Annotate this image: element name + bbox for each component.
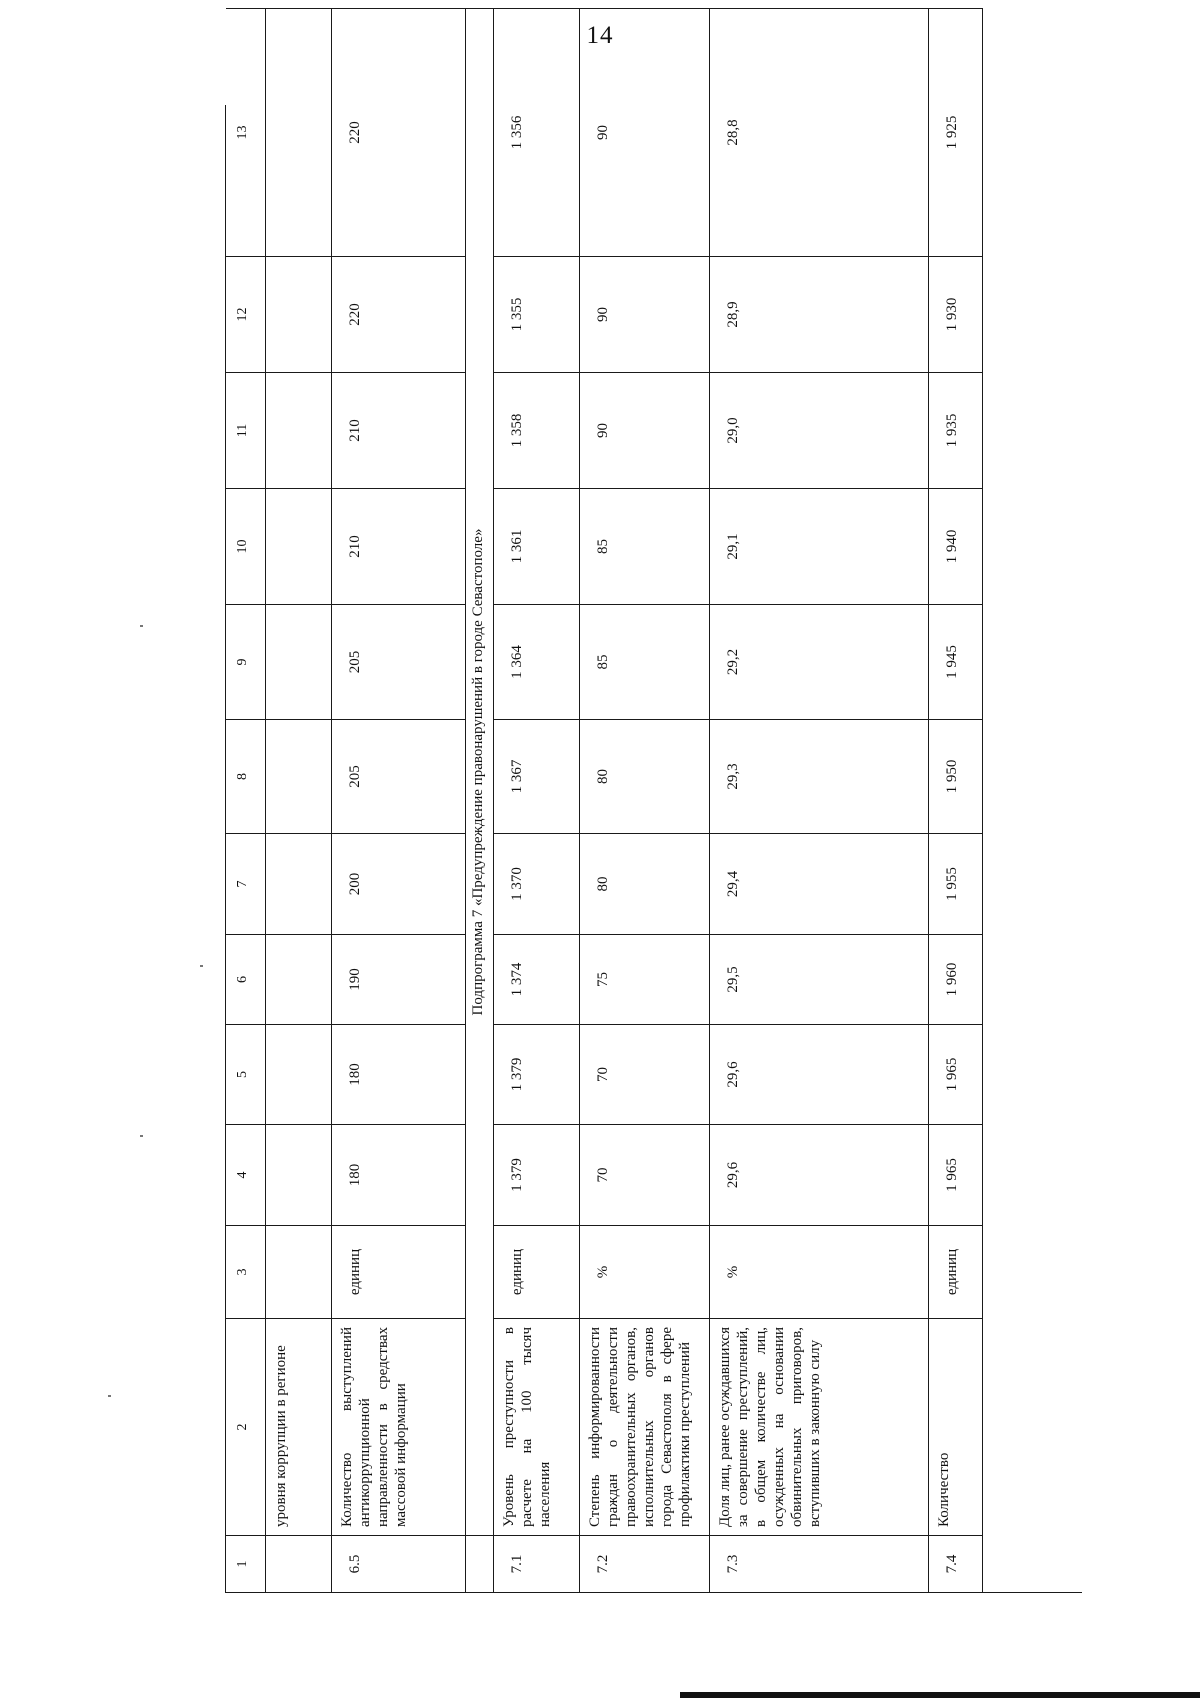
indicator-name-cell: Степень информированности граждан о деятельности правоохранительных органов, исполнительных органов города Севастополя в сфере профилактики преступлений (580, 1318, 710, 1535)
header-cell: 10 (226, 488, 266, 604)
value-cell: 1 374 (494, 934, 580, 1024)
value-cell (266, 372, 332, 488)
value-cell (266, 934, 332, 1024)
header-cell: 12 (226, 256, 266, 372)
value-cell: 29,5 (710, 934, 929, 1024)
header-cell: 3 (226, 1225, 266, 1318)
value-cell: 1 356 (494, 8, 580, 256)
value-cell: 29,1 (710, 488, 929, 604)
value-cell: 220 (332, 256, 466, 372)
value-cell (266, 1124, 332, 1225)
value-cell: 1 355 (494, 256, 580, 372)
value-cell: 70 (580, 1124, 710, 1225)
row-index-cell (266, 1535, 332, 1592)
value-cell: 28,9 (710, 256, 929, 372)
page-number: 14 (586, 22, 614, 49)
value-cell: 1 364 (494, 604, 580, 719)
header-cell: 8 (226, 719, 266, 833)
value-cell: 29,0 (710, 372, 929, 488)
row-index-cell: 7.1 (494, 1535, 580, 1592)
header-cell: 7 (226, 833, 266, 934)
value-cell: 29,4 (710, 833, 929, 934)
indicator-name-cell: уровня коррупции в регионе (266, 1318, 332, 1535)
value-cell: 29,6 (710, 1124, 929, 1225)
header-cell: 2 (226, 1318, 266, 1535)
scan-edge-bar (680, 1692, 1200, 1698)
value-cell: 28,8 (710, 8, 929, 256)
value-cell: 1 955 (929, 833, 983, 934)
value-cell: 1 930 (929, 256, 983, 372)
value-cell: 1 379 (494, 1024, 580, 1124)
value-cell: 1 965 (929, 1024, 983, 1124)
row-index-cell: 7.2 (580, 1535, 710, 1592)
value-cell: 90 (580, 372, 710, 488)
header-cell: 11 (226, 372, 266, 488)
value-cell: 1 358 (494, 372, 580, 488)
value-cell: 29,3 (710, 719, 929, 833)
value-cell (266, 1024, 332, 1124)
value-cell: 85 (580, 488, 710, 604)
value-cell: 1 361 (494, 488, 580, 604)
value-cell: 80 (580, 719, 710, 833)
unit-cell: % (580, 1225, 710, 1318)
header-cell: 6 (226, 934, 266, 1024)
unit-cell (266, 1225, 332, 1318)
value-cell: 190 (332, 934, 466, 1024)
scan-speck (108, 1395, 111, 1397)
unit-cell: единиц (332, 1225, 466, 1318)
value-cell: 70 (580, 1024, 710, 1124)
value-cell: 85 (580, 604, 710, 719)
value-cell: 1 960 (929, 934, 983, 1024)
value-cell: 1 370 (494, 833, 580, 934)
value-cell: 90 (580, 256, 710, 372)
subheading-index-cell (466, 1535, 494, 1592)
rotated-table-container (225, 105, 1082, 1593)
value-cell (266, 488, 332, 604)
value-cell: 210 (332, 372, 466, 488)
header-cell: 13 (226, 8, 266, 256)
indicator-name-cell: Доля лиц, ранее осуждавшихся за совершение преступлений, в общем количестве лиц, осужденных на основании обвинительных приговоров, вступивших в законную силу (710, 1318, 929, 1535)
value-cell: 1 965 (929, 1124, 983, 1225)
header-cell: 9 (226, 604, 266, 719)
value-cell: 200 (332, 833, 466, 934)
value-cell (266, 256, 332, 372)
scan-speck (200, 965, 203, 967)
indicator-name-cell: Количество (929, 1318, 983, 1535)
indicator-name-cell: Уровень преступности в расчете на 100 тысяч населения (494, 1318, 580, 1535)
value-cell: 80 (580, 833, 710, 934)
header-cell: 1 (226, 1535, 266, 1592)
indicator-name-cell: Количество выступлений антикоррупционной направленности в средствах массовой информации (332, 1318, 466, 1535)
value-cell: 90 (580, 8, 710, 256)
unit-cell: % (710, 1225, 929, 1318)
value-cell: 1 950 (929, 719, 983, 833)
row-index-cell: 7.3 (710, 1535, 929, 1592)
scan-speck (140, 1135, 143, 1137)
value-cell: 205 (332, 719, 466, 833)
value-cell (266, 8, 332, 256)
value-cell: 205 (332, 604, 466, 719)
value-cell (266, 833, 332, 934)
value-cell: 210 (332, 488, 466, 604)
header-cell: 4 (226, 1124, 266, 1225)
value-cell: 75 (580, 934, 710, 1024)
value-cell: 1 945 (929, 604, 983, 719)
scan-speck (140, 625, 143, 627)
unit-cell: единиц (494, 1225, 580, 1318)
row-index-cell: 6.5 (332, 1535, 466, 1592)
value-cell (266, 604, 332, 719)
value-cell: 1 925 (929, 8, 983, 256)
indicators-table (225, 105, 1082, 1593)
value-cell: 180 (332, 1024, 466, 1124)
subprogram-heading: Подпрограмма 7 «Предупреждение правонарушений в городе Севастополе» (466, 8, 494, 1535)
value-cell (266, 719, 332, 833)
value-cell: 1 935 (929, 372, 983, 488)
value-cell: 180 (332, 1124, 466, 1225)
value-cell: 29,2 (710, 604, 929, 719)
value-cell: 1 379 (494, 1124, 580, 1225)
value-cell: 1 367 (494, 719, 580, 833)
value-cell: 220 (332, 8, 466, 256)
value-cell: 1 940 (929, 488, 983, 604)
row-index-cell: 7.4 (929, 1535, 983, 1592)
unit-cell: единиц (929, 1225, 983, 1318)
header-cell: 5 (226, 1024, 266, 1124)
value-cell: 29,6 (710, 1024, 929, 1124)
